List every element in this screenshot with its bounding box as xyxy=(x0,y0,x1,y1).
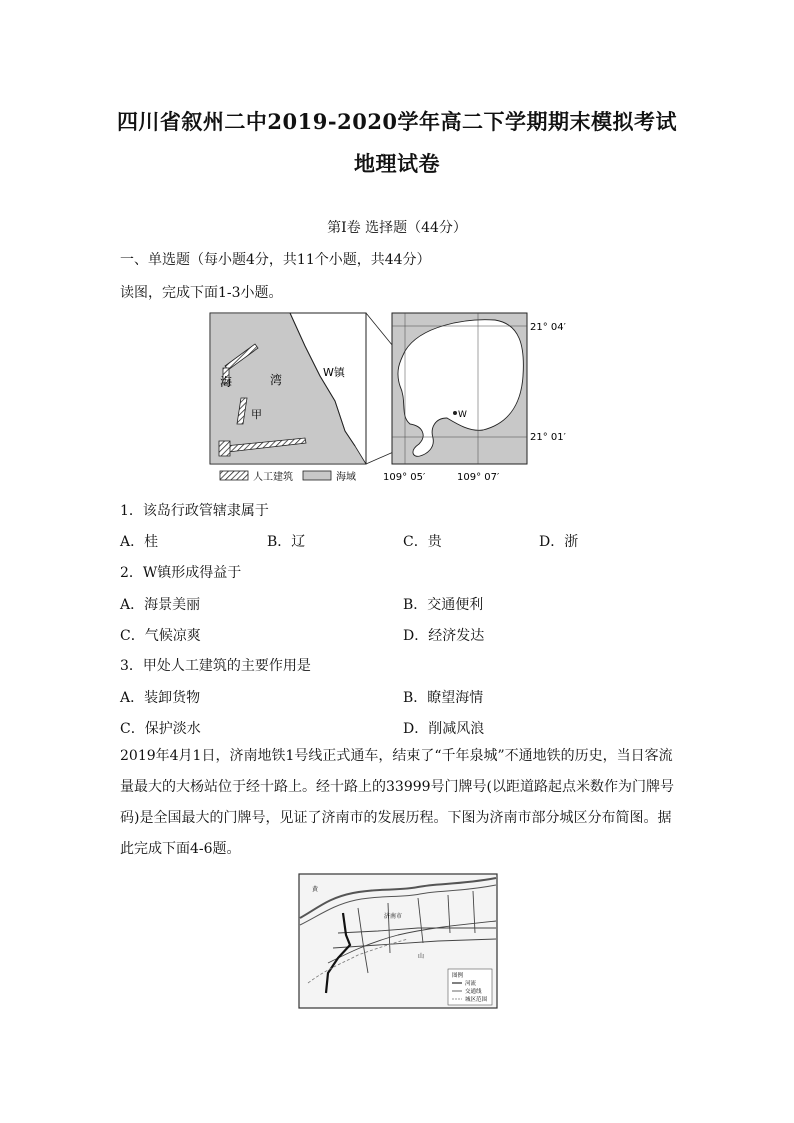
jinan-legend-title: 图例 xyxy=(452,973,464,979)
label-mountain: 山 xyxy=(418,953,425,960)
reading-passage: 2019年4月1日，济南地铁1号线正式通车，结束了“千年泉城”不通地铁的历史，当日客流量最大的大杨站位于经十路上。经十路上的33999号门牌号(以距道路起点米数作为门牌号码)是全国最大的门牌号，见证了济南市的发展历程。下图为济南市部分城区分布简图。据此完成下面4-6题。 xyxy=(120,748,674,857)
question-1-option-c[interactable]: C．贵 xyxy=(403,534,442,550)
label-jia: 甲 xyxy=(251,408,262,421)
jinan-legend-river: 河流 xyxy=(465,981,477,987)
label-wan: 湾 xyxy=(270,373,283,387)
legend-artificial-label: 人工建筑 xyxy=(253,472,293,483)
label-hai: 海 xyxy=(220,375,233,389)
lon-right-label: 109° 07′ xyxy=(457,472,500,483)
legend-sea-swatch xyxy=(303,471,331,480)
legend-artificial-swatch xyxy=(220,471,248,480)
lat-bottom-label: 21° 01′ xyxy=(530,432,566,443)
question-1-option-b[interactable]: B．辽 xyxy=(267,534,306,550)
question-3-option-c[interactable]: C．保护淡水 xyxy=(120,721,201,737)
label-w: W xyxy=(458,410,467,420)
exam-title: 四川省叙州二中2019-2020学年高二下学期期末模拟考试 xyxy=(116,109,678,134)
exam-subtitle: 地理试卷 xyxy=(354,151,440,176)
section-title: 第Ⅰ卷 选择题（44分） xyxy=(327,220,467,236)
jinan-map-figure xyxy=(298,873,498,1009)
jinan-legend-transport: 交通线 xyxy=(465,989,482,995)
label-city: 济南市 xyxy=(384,913,403,920)
lat-top-label: 21° 04′ xyxy=(530,322,566,333)
question-3-option-d[interactable]: D．削减风浪 xyxy=(403,721,485,737)
w-marker xyxy=(453,411,457,415)
island-map-figure xyxy=(195,306,595,488)
lon-left-label: 109° 05′ xyxy=(383,472,426,483)
question-1-option-d[interactable]: D．浙 xyxy=(539,534,579,550)
label-river: 黄 xyxy=(312,886,319,893)
question-3-stem: 3．甲处人工建筑的主要作用是 xyxy=(120,658,311,674)
part-heading: 一、单选题（每小题4分，共11个小题，共44分） xyxy=(120,252,431,268)
question-2-stem: 2．W镇形成得益于 xyxy=(120,565,242,581)
jinan-legend-district: 城区范围 xyxy=(465,997,488,1003)
question-2-option-b[interactable]: B．交通便利 xyxy=(403,597,484,613)
question-2-option-c[interactable]: C．气候凉爽 xyxy=(120,628,201,644)
question-3-option-b[interactable]: B．瞭望海情 xyxy=(403,690,484,706)
question-1-stem: 1．该岛行政管辖隶属于 xyxy=(120,503,269,519)
question-1-option-a[interactable]: A．桂 xyxy=(120,534,159,550)
legend-sea-label: 海域 xyxy=(336,472,356,483)
intro-text: 读图，完成下面1-3小题。 xyxy=(120,285,283,301)
question-2-option-d[interactable]: D．经济发达 xyxy=(403,628,485,644)
question-2-option-a[interactable]: A．海景美丽 xyxy=(120,597,201,613)
label-w-town: W镇 xyxy=(323,366,345,379)
question-3-option-a[interactable]: A．装卸货物 xyxy=(120,690,201,706)
